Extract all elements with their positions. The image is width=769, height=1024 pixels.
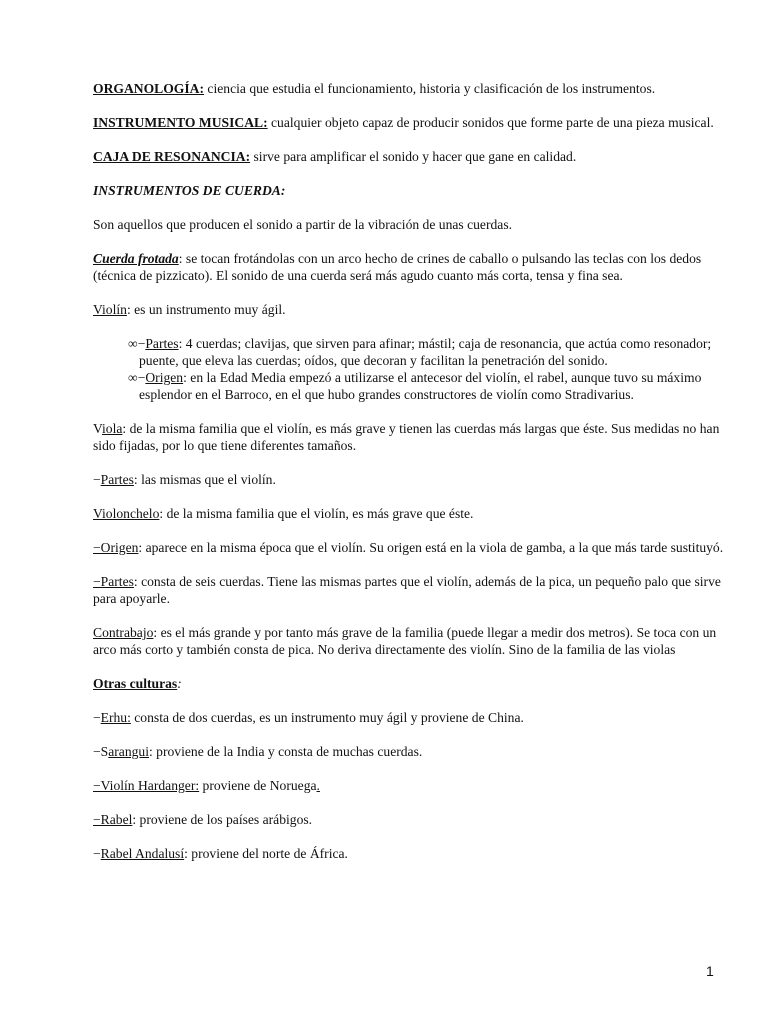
list-item-violin-origen bbox=[128, 369, 725, 403]
term-violonchelo-partes: −Partes bbox=[93, 574, 134, 589]
prefix-dash: − bbox=[93, 710, 101, 725]
bullet-infinity: ∞− bbox=[128, 370, 146, 385]
definition-viola-partes: : las mismas que el violín. bbox=[133, 472, 276, 487]
definition-hardanger: proviene de Noruega bbox=[199, 778, 317, 793]
bullet-infinity: ∞− bbox=[128, 336, 146, 351]
prefix-viola: V bbox=[93, 421, 103, 436]
term-rabel: −Rabel bbox=[93, 812, 133, 827]
term-viola: iola bbox=[102, 421, 123, 436]
paragraph-cuerda-frotada bbox=[93, 250, 725, 284]
list-item-violin-partes bbox=[128, 335, 725, 369]
definition-violin: : es un instrumento muy ágil. bbox=[126, 302, 286, 317]
paragraph-sarangui bbox=[93, 743, 725, 760]
term-violonchelo-origen: −Origen bbox=[93, 540, 139, 555]
prefix-dash: − bbox=[93, 472, 101, 487]
term-origen: Origen bbox=[145, 370, 184, 385]
term-instrumento-musical: INSTRUMENTO MUSICAL: bbox=[93, 115, 268, 130]
paragraph-viola-partes bbox=[93, 471, 725, 488]
suffix-hardanger: . bbox=[316, 778, 320, 793]
paragraph-rabel-andalusi bbox=[93, 845, 725, 862]
colon-otras-culturas: : bbox=[177, 676, 182, 691]
term-violin: Violín bbox=[93, 302, 127, 317]
definition-rabel-andalusi: : proviene del norte de África. bbox=[184, 846, 348, 861]
paragraph-contrabajo bbox=[93, 624, 725, 658]
term-organologia: ORGANOLOGÍA: bbox=[93, 81, 205, 96]
term-partes: Partes bbox=[145, 336, 179, 351]
definition-violonchelo: : de la misma familia que el violín, es más grave que éste. bbox=[159, 506, 474, 521]
paragraph-organologia bbox=[93, 80, 725, 97]
definition-contrabajo: : es el más grande y por tanto más grave de la familia (puede llegar a medir dos metros). Se toca con un arco más corto y también consta de pica. No deriva directamente des violín. Sino de la familia de las violas bbox=[93, 625, 717, 657]
term-otras-culturas: Otras culturas bbox=[93, 676, 178, 691]
definition-origen: : en la Edad Media empezó a utilizarse el antecesor del violín, el rabel, aunque tuvo su máximo esplendor en el Barroco, en el que hubo grandes constructores de violín como Stradivarius. bbox=[139, 370, 702, 402]
paragraph-instrumento-musical bbox=[93, 114, 725, 131]
term-viola-partes: Partes bbox=[100, 472, 134, 487]
term-contrabajo: Contrabajo bbox=[93, 625, 154, 640]
paragraph-violonchelo-partes bbox=[93, 573, 725, 607]
heading-instrumentos-cuerda: INSTRUMENTOS DE CUERDA: bbox=[93, 183, 286, 198]
paragraph-caja-resonancia bbox=[93, 148, 725, 165]
document-page bbox=[93, 80, 725, 879]
definition-violonchelo-partes: : consta de seis cuerdas. Tiene las mismas partes que el violín, además de la pica, un pequeño palo que sirve para apoyarle. bbox=[93, 574, 721, 606]
paragraph-violin bbox=[93, 301, 725, 318]
violin-details-list bbox=[128, 335, 725, 403]
paragraph-instrumentos-cuerda: Son aquellos que producen el sonido a partir de la vibración de unas cuerdas. bbox=[93, 217, 513, 232]
definition-caja-resonancia: sirve para amplificar el sonido y hacer que gane en calidad. bbox=[250, 149, 577, 164]
paragraph-viola bbox=[93, 420, 725, 454]
term-erhu: Erhu: bbox=[100, 710, 131, 725]
definition-instrumento-musical: cualquier objeto capaz de producir sonidos que forme parte de una pieza musical. bbox=[267, 115, 714, 130]
definition-erhu: consta de dos cuerdas, es un instrumento muy ágil y proviene de China. bbox=[130, 710, 524, 725]
term-caja-resonancia: CAJA DE RESONANCIA: bbox=[93, 149, 251, 164]
paragraph-erhu bbox=[93, 709, 725, 726]
definition-viola: : de la misma familia que el violín, es más grave y tienen las cuerdas más largas que éste. Sus medidas no han sido fijadas, por lo que tiene diferentes tamaños. bbox=[93, 421, 720, 453]
paragraph-rabel bbox=[93, 811, 725, 828]
term-hardanger: −Violín Hardanger: bbox=[93, 778, 200, 793]
term-sarangui: arangui bbox=[108, 744, 149, 759]
prefix-dash: − bbox=[93, 846, 101, 861]
paragraph-violonchelo bbox=[93, 505, 725, 522]
page-number: 1 bbox=[706, 963, 714, 979]
definition-rabel: : proviene de los países arábigos. bbox=[132, 812, 313, 827]
definition-partes: : 4 cuerdas; clavijas, que sirven para afinar; mástil; caja de resonancia, que actúa como resonador; puente, que eleva las cuerdas; oídos, que decoran y facilitan la penetración del sonido. bbox=[139, 336, 712, 368]
paragraph-violonchelo-origen bbox=[93, 539, 725, 556]
term-rabel-andalusi: Rabel Andalusí bbox=[100, 846, 185, 861]
heading-otras-culturas bbox=[93, 675, 725, 692]
prefix-sarangui: −S bbox=[93, 744, 109, 759]
definition-organologia: ciencia que estudia el funcionamiento, historia y clasificación de los instrumentos. bbox=[204, 81, 656, 96]
definition-sarangui: : proviene de la India y consta de muchas cuerdas. bbox=[149, 744, 423, 759]
paragraph-hardanger bbox=[93, 777, 725, 794]
definition-violonchelo-origen: : aparece en la misma época que el violín. Su origen está en la viola de gamba, a la que más tarde sustituyó. bbox=[138, 540, 724, 555]
term-violonchelo: Violonchelo bbox=[93, 506, 160, 521]
term-cuerda-frotada: Cuerda frotada bbox=[93, 251, 179, 266]
definition-cuerda-frotada: : se tocan frotándolas con un arco hecho de crines de caballo o pulsando las teclas con los dedos (técnica de pizzicato). El sonido de una cuerda será más agudo cuanto más corta, tensa y fina sea. bbox=[93, 251, 702, 283]
